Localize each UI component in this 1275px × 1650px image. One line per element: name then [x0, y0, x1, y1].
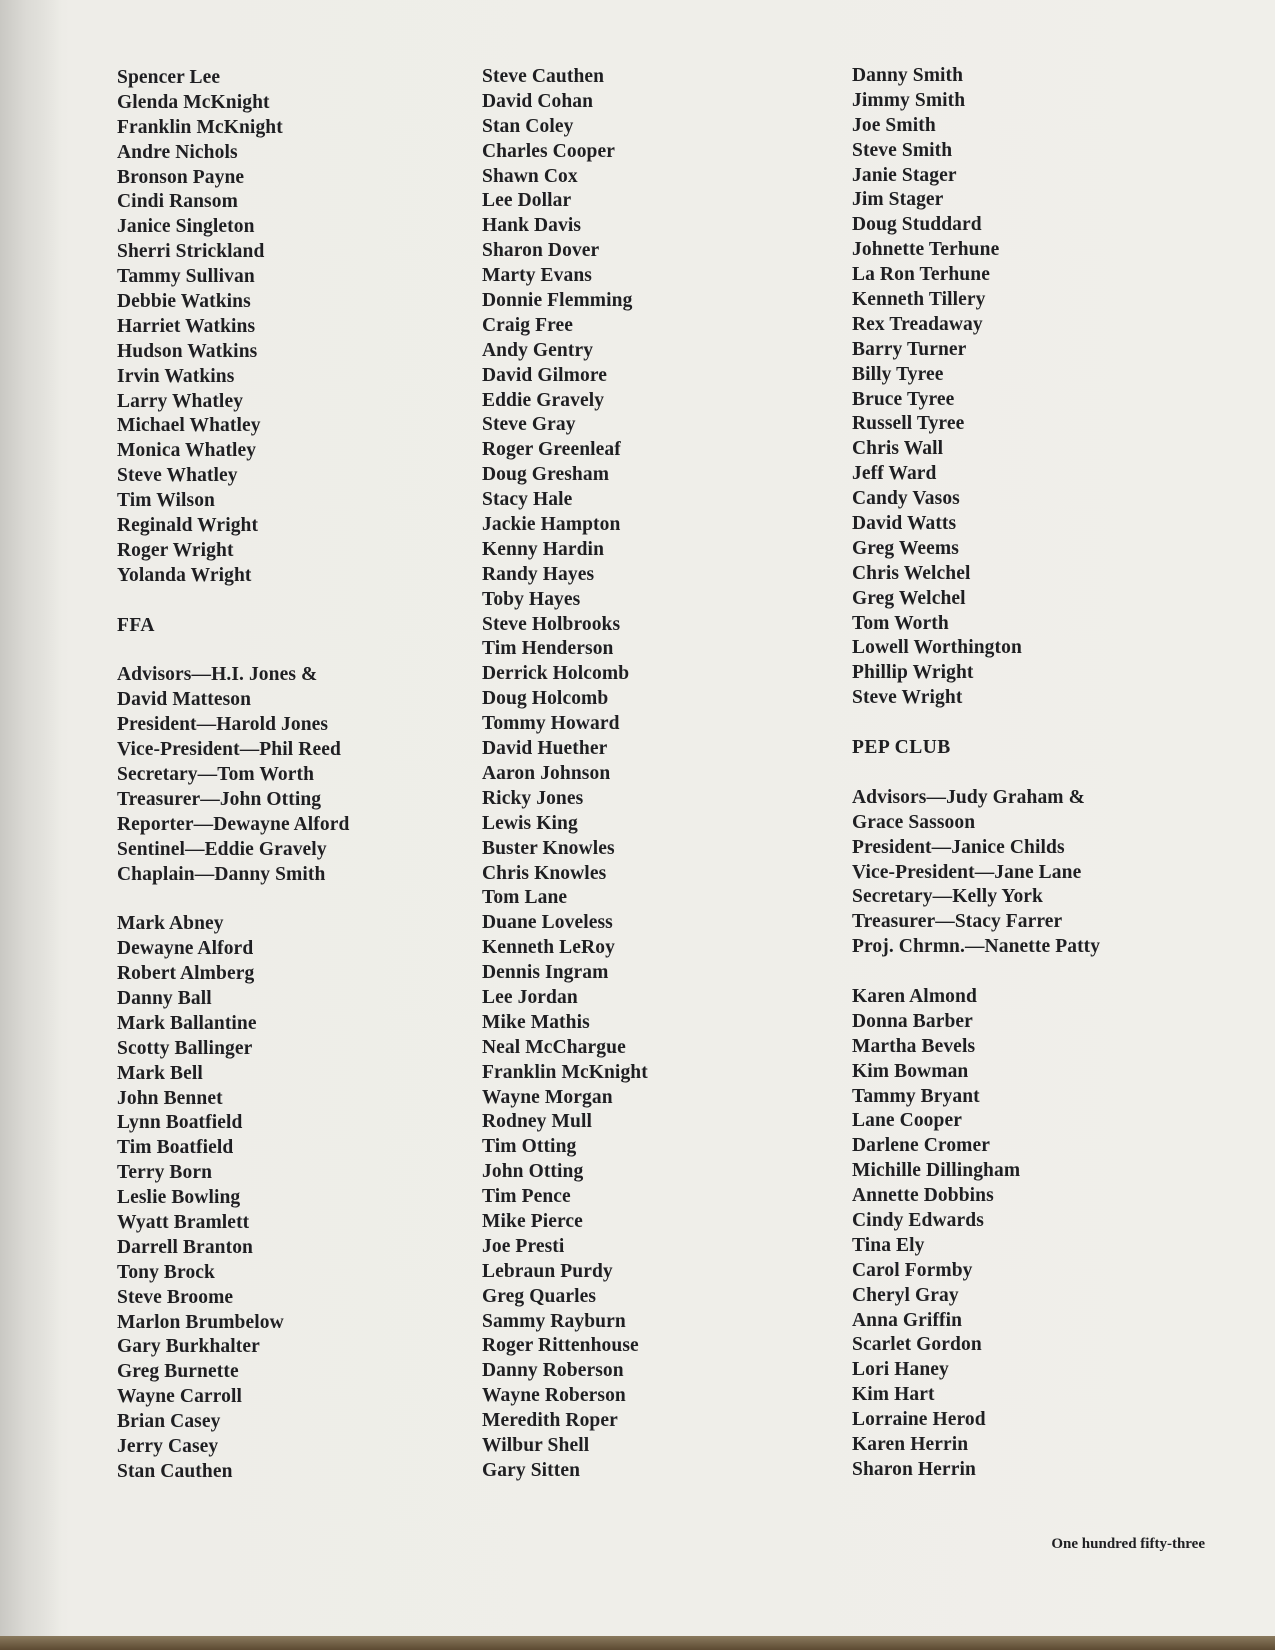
officer-entry: Advisors—H.I. Jones &: [117, 664, 318, 686]
member-name: John Otting: [482, 1161, 584, 1183]
member-name: Tom Worth: [852, 612, 949, 634]
member-name: Steve Cauthen: [482, 66, 605, 87]
member-name: Glenda McKnight: [117, 91, 270, 113]
member-name: Lynn Boatfield: [117, 1112, 243, 1134]
member-name: Derrick Holcomb: [482, 663, 630, 685]
member-name: Doug Gresham: [482, 464, 610, 486]
member-name: Robert Almberg: [117, 963, 255, 985]
member-name: Wayne Carroll: [117, 1386, 242, 1408]
member-name: Roger Wright: [117, 539, 234, 561]
officer-list: [852, 786, 1212, 960]
member-name: Barry Turner: [852, 338, 967, 360]
spacer: [852, 761, 1212, 786]
member-name: Billy Tyree: [852, 363, 944, 385]
member-name: David Watts: [852, 513, 957, 535]
member-name: Ricky Jones: [482, 787, 584, 809]
member-name: Mike Pierce: [482, 1210, 583, 1232]
member-name: Johnette Terhune: [852, 239, 1000, 261]
section-heading-pep-club: PEP CLUB: [852, 737, 951, 759]
member-name: Tim Henderson: [482, 638, 614, 660]
member-name: Scotty Ballinger: [117, 1037, 253, 1059]
member-name: Lowell Worthington: [852, 637, 1022, 659]
member-name: Duane Loveless: [482, 912, 613, 934]
officer-entry: Reporter—Dewayne Alford: [117, 813, 350, 835]
member-name: Tammy Sullivan: [117, 266, 255, 288]
member-name: Janice Singleton: [117, 216, 255, 238]
member-name: Steve Whatley: [117, 465, 238, 487]
column-2: [482, 65, 842, 1484]
officer-entry: Advisors—Judy Graham &: [852, 786, 1085, 808]
member-name: Michael Whatley: [117, 415, 261, 437]
member-name: Yolanda Wright: [117, 564, 252, 586]
member-name: Debbie Watkins: [117, 291, 251, 313]
page-number: One hundred fifty-three: [1051, 1536, 1205, 1552]
member-name: Tom Lane: [482, 887, 568, 909]
member-name: Wyatt Bramlett: [117, 1211, 250, 1233]
spacer: [117, 887, 477, 912]
member-name: Cheryl Gray: [852, 1284, 959, 1306]
member-name: Harriet Watkins: [117, 315, 256, 337]
officer-entry: President—Harold Jones: [117, 714, 329, 736]
member-name: David Cohan: [482, 90, 594, 112]
member-name: Stacy Hale: [482, 489, 573, 511]
name-list: [117, 912, 477, 1484]
member-name: Wayne Roberson: [482, 1385, 626, 1407]
member-name: Phillip Wright: [852, 662, 974, 684]
member-name: Franklin McKnight: [482, 1061, 648, 1083]
member-name: Mark Ballantine: [117, 1012, 257, 1034]
member-name: Rodney Mull: [482, 1111, 592, 1133]
member-name: David Gilmore: [482, 364, 607, 386]
member-name: Jimmy Smith: [852, 89, 966, 111]
officer-entry: Proj. Chrmn.—Nanette Patty: [852, 936, 1101, 958]
member-name: Roger Rittenhouse: [482, 1335, 639, 1357]
officer-entry: David Matteson: [117, 689, 252, 711]
member-name: Toby Hayes: [482, 588, 581, 610]
column-1: [117, 66, 477, 1485]
member-name: Chris Wall: [852, 438, 944, 460]
member-name: Sharon Herrin: [852, 1458, 976, 1480]
officer-entry: President—Janice Childs: [852, 836, 1065, 858]
member-name: Anna Griffin: [852, 1309, 963, 1331]
spacer: [852, 711, 1212, 736]
member-name: Candy Vasos: [852, 488, 960, 510]
member-name: Andy Gentry: [482, 339, 594, 361]
member-name: Karen Herrin: [852, 1433, 969, 1455]
section-heading-ffa: FFA: [117, 614, 155, 636]
member-name: Tim Pence: [482, 1186, 571, 1208]
member-name: Kenny Hardin: [482, 538, 605, 560]
member-name: Charles Cooper: [482, 140, 616, 162]
member-name: Joe Presti: [482, 1235, 565, 1257]
member-name: Tammy Bryant: [852, 1085, 980, 1107]
member-name: Brian Casey: [117, 1411, 221, 1433]
member-name: Bronson Payne: [117, 166, 245, 188]
member-name: Monica Whatley: [117, 440, 257, 462]
member-name: Wayne Morgan: [482, 1086, 613, 1108]
member-name: Leslie Bowling: [117, 1187, 241, 1209]
member-name: Steve Smith: [852, 139, 953, 161]
member-name: Bruce Tyree: [852, 388, 955, 410]
member-name: Steve Holbrooks: [482, 613, 621, 635]
member-name: Andre Nichols: [117, 141, 238, 163]
name-list: [852, 64, 1212, 711]
member-name: Craig Free: [482, 314, 574, 336]
member-name: John Bennet: [117, 1087, 223, 1109]
member-name: Lee Dollar: [482, 190, 572, 212]
member-name: Franklin McKnight: [117, 116, 283, 138]
member-name: Randy Hayes: [482, 563, 595, 585]
name-list: [482, 65, 842, 1484]
member-name: Steve Wright: [852, 687, 963, 709]
member-name: Kim Hart: [852, 1384, 935, 1406]
member-name: Greg Weems: [852, 537, 959, 559]
member-name: Danny Smith: [852, 65, 964, 86]
member-name: Buster Knowles: [482, 837, 615, 859]
officer-entry: Sentinel—Eddie Gravely: [117, 838, 327, 860]
member-name: Larry Whatley: [117, 390, 244, 412]
member-name: Tony Brock: [117, 1261, 215, 1283]
member-name: Kenneth LeRoy: [482, 937, 615, 959]
member-name: Gary Burkhalter: [117, 1336, 260, 1358]
member-name: Lebraun Purdy: [482, 1260, 613, 1282]
name-list: [117, 66, 477, 589]
member-name: Rex Treadaway: [852, 313, 983, 335]
member-name: Tommy Howard: [482, 713, 620, 735]
officer-entry: Treasurer—Stacy Farrer: [852, 911, 1063, 933]
member-name: Meredith Roper: [482, 1410, 618, 1432]
member-name: Mark Abney: [117, 913, 224, 935]
member-name: Darrell Branton: [117, 1236, 254, 1258]
member-name: David Huether: [482, 738, 608, 760]
member-name: Tina Ely: [852, 1234, 925, 1256]
member-name: Sammy Rayburn: [482, 1310, 626, 1332]
officer-entry: Grace Sassoon: [852, 811, 976, 833]
member-name: Mike Mathis: [482, 1011, 590, 1033]
member-name: Carol Formby: [852, 1259, 973, 1281]
member-name: Steve Broome: [117, 1286, 234, 1308]
member-name: Cindi Ransom: [117, 191, 238, 213]
member-name: Jim Stager: [852, 189, 944, 211]
member-name: Michille Dillingham: [852, 1160, 1021, 1182]
member-name: Lane Cooper: [852, 1110, 962, 1132]
officer-entry: Secretary—Kelly York: [852, 886, 1043, 908]
member-name: Lewis King: [482, 812, 578, 834]
member-name: Scarlet Gordon: [852, 1334, 982, 1356]
member-name: Donna Barber: [852, 1010, 973, 1032]
officer-entry: Vice-President—Jane Lane: [852, 861, 1082, 883]
member-name: Danny Roberson: [482, 1360, 624, 1382]
member-name: Russell Tyree: [852, 413, 965, 435]
member-name: Janie Stager: [852, 164, 957, 186]
member-name: Tim Boatfield: [117, 1137, 234, 1159]
member-name: Hank Davis: [482, 215, 582, 237]
member-name: Sherri Strickland: [117, 241, 265, 263]
column-3: [852, 64, 1212, 1483]
member-name: Neal McChargue: [482, 1036, 626, 1058]
member-name: Chris Welchel: [852, 562, 971, 584]
officer-entry: Chaplain—Danny Smith: [117, 863, 326, 885]
member-name: Greg Burnette: [117, 1361, 239, 1383]
member-name: Martha Bevels: [852, 1035, 976, 1057]
member-name: Lorraine Herod: [852, 1409, 986, 1431]
member-name: Chris Knowles: [482, 862, 607, 884]
member-name: Jackie Hampton: [482, 514, 621, 536]
member-name: Mark Bell: [117, 1062, 203, 1084]
member-name: Sharon Dover: [482, 240, 600, 262]
member-name: Donnie Flemming: [482, 290, 633, 312]
member-name: Steve Gray: [482, 414, 576, 436]
member-name: Dewayne Alford: [117, 938, 254, 960]
name-list: [852, 985, 1212, 1483]
member-name: Roger Greenleaf: [482, 439, 621, 461]
member-name: Shawn Cox: [482, 165, 578, 187]
member-name: Jeff Ward: [852, 463, 937, 485]
member-name: Lee Jordan: [482, 986, 578, 1008]
member-name: Wilbur Shell: [482, 1434, 590, 1456]
member-name: Marlon Brumbelow: [117, 1311, 284, 1333]
member-name: Spencer Lee: [117, 67, 221, 88]
member-name: Stan Coley: [482, 115, 574, 137]
officer-list: [117, 663, 477, 887]
member-name: Kenneth Tillery: [852, 289, 986, 311]
member-name: Darlene Cromer: [852, 1135, 991, 1157]
member-name: Stan Cauthen: [117, 1460, 233, 1482]
member-name: Tim Wilson: [117, 490, 216, 512]
member-name: Kim Bowman: [852, 1060, 969, 1082]
member-name: Annette Dobbins: [852, 1185, 994, 1207]
member-name: Danny Ball: [117, 987, 212, 1009]
member-name: Tim Otting: [482, 1136, 577, 1158]
member-name: Karen Almond: [852, 985, 977, 1007]
officer-entry: Secretary—Tom Worth: [117, 763, 315, 785]
spacer: [117, 638, 477, 663]
member-name: Doug Holcomb: [482, 688, 609, 710]
member-name: Marty Evans: [482, 265, 592, 287]
member-name: Jerry Casey: [117, 1435, 219, 1457]
member-name: Eddie Gravely: [482, 389, 605, 411]
member-name: Greg Quarles: [482, 1285, 597, 1307]
member-name: Greg Welchel: [852, 587, 966, 609]
member-name: Hudson Watkins: [117, 340, 258, 362]
member-name: Lori Haney: [852, 1359, 949, 1381]
member-name: Irvin Watkins: [117, 365, 235, 387]
spacer: [117, 589, 477, 614]
spacer: [852, 960, 1212, 985]
member-name: Reginald Wright: [117, 515, 259, 537]
officer-entry: Vice-President—Phil Reed: [117, 739, 341, 761]
member-name: Doug Studdard: [852, 214, 982, 236]
member-name: Joe Smith: [852, 114, 936, 136]
member-name: Dennis Ingram: [482, 962, 609, 984]
member-name: Aaron Johnson: [482, 762, 611, 784]
member-name: Cindy Edwards: [852, 1209, 984, 1231]
page-bottom-edge: [0, 1636, 1275, 1650]
officer-entry: Treasurer—John Otting: [117, 788, 322, 810]
member-name: Terry Born: [117, 1162, 213, 1184]
member-name: La Ron Terhune: [852, 264, 990, 286]
member-name: Gary Sitten: [482, 1459, 581, 1481]
binding-shadow: [0, 0, 60, 1650]
